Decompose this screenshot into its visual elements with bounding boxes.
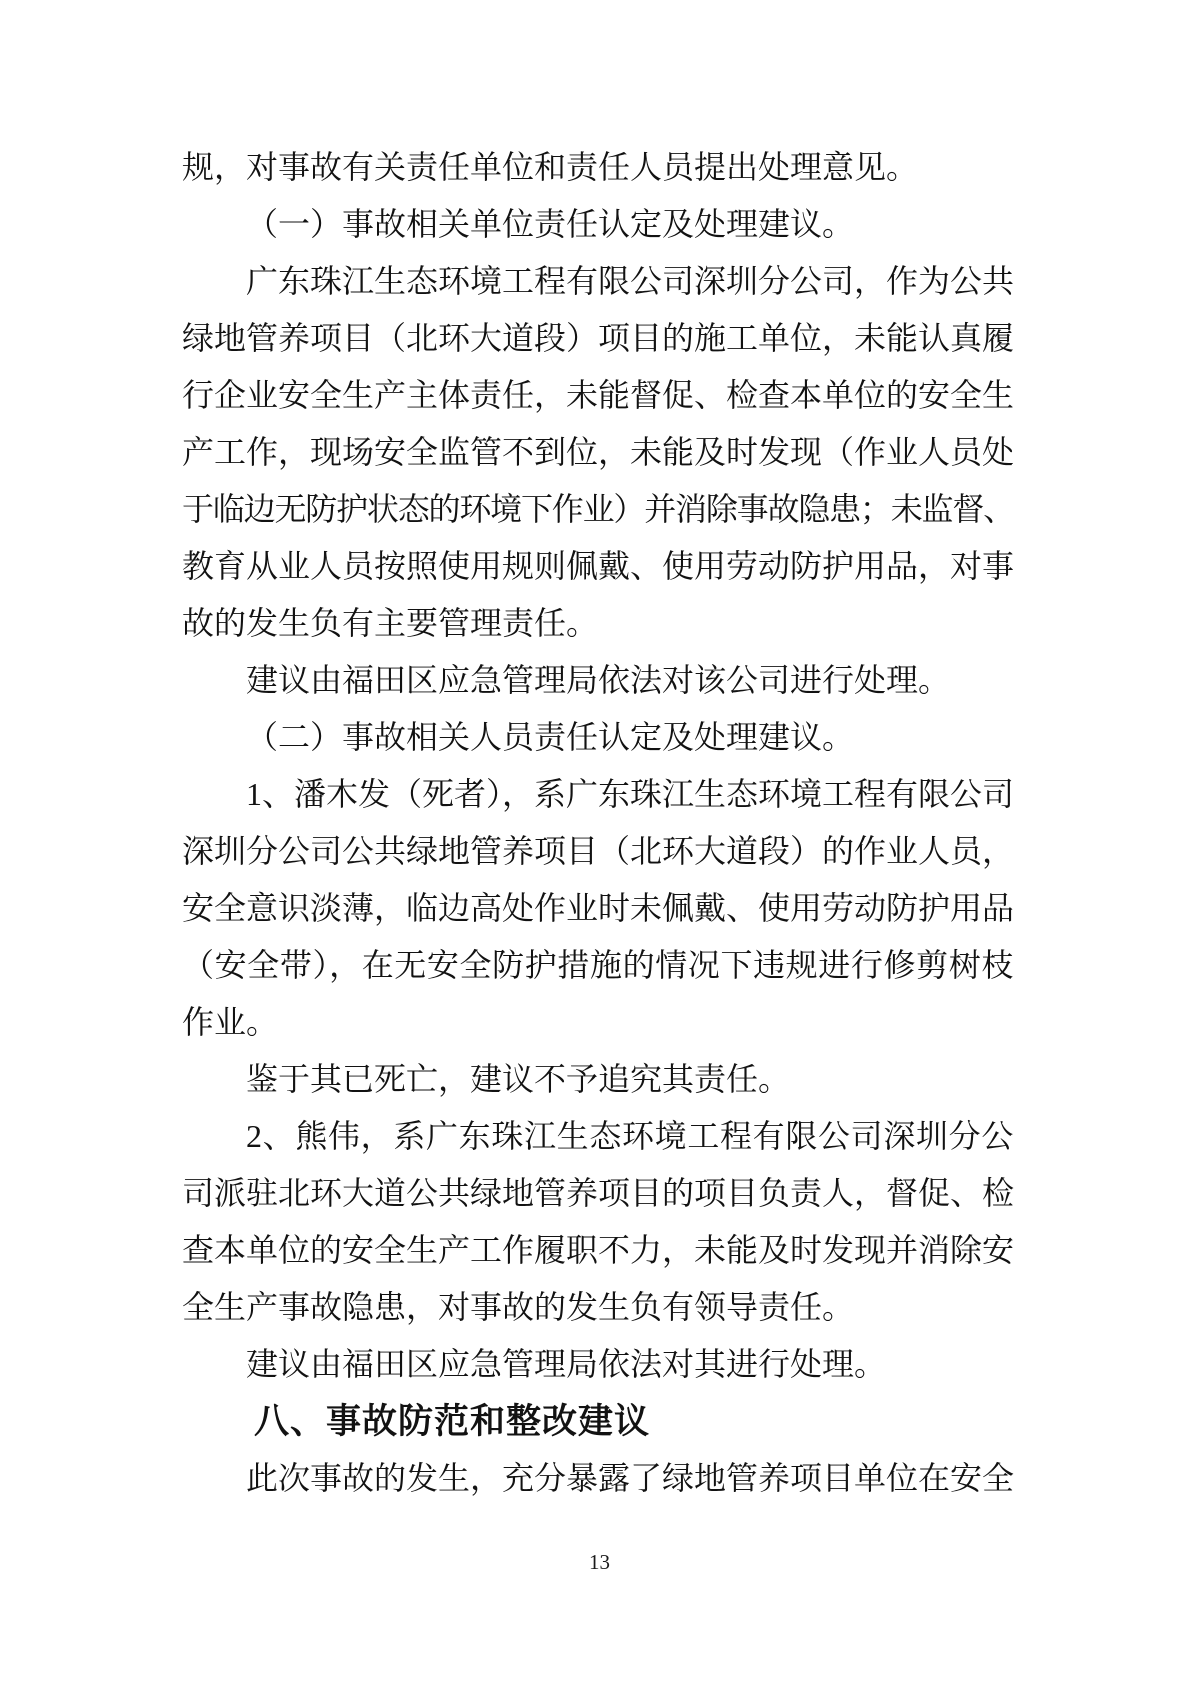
text-line <box>182 253 1014 310</box>
text-line <box>182 880 1014 937</box>
text-line <box>182 538 1014 595</box>
text-line <box>182 652 1014 709</box>
text-line <box>182 1336 1014 1393</box>
text-line <box>182 1450 1014 1507</box>
text-line <box>182 1165 1014 1222</box>
text-line <box>182 424 1014 481</box>
text-line <box>182 994 1014 1051</box>
text-line <box>182 823 1014 880</box>
text-line-content: 2、熊伟，系广东珠江生态环境工程有限公司深圳分公 <box>246 1118 1014 1154</box>
text-line <box>182 1051 1014 1108</box>
text-line-content: 建议由福田区应急管理局依法对该公司进行处理。 <box>246 662 951 698</box>
text-line-content: 建议由福田区应急管理局依法对其进行处理。 <box>246 1346 887 1382</box>
text-line-content: 安全意识淡薄，临边高处作业时未佩戴、使用劳动防护用品 <box>182 890 1014 926</box>
text-line-content: 此次事故的发生，充分暴露了绿地管养项目单位在安全 <box>246 1460 1014 1496</box>
text-line <box>182 595 1014 652</box>
text-line <box>182 139 1014 196</box>
text-line <box>182 196 1014 253</box>
text-line <box>182 709 1014 766</box>
text-line <box>182 481 1014 538</box>
text-line-content: 1、潘木发（死者），系广东珠江生态环境工程有限公司 <box>246 776 1014 812</box>
text-line <box>182 1222 1014 1279</box>
section-heading <box>182 1393 1014 1450</box>
text-line <box>182 1108 1014 1165</box>
text-line-content: 八、事故防范和整改建议 <box>254 1402 651 1441</box>
text-line-content: 产工作，现场安全监管不到位，未能及时发现（作业人员处 <box>182 434 1014 470</box>
text-line-content: 鉴于其已死亡，建议不予追究其责任。 <box>246 1061 791 1097</box>
text-line-content: 规，对事故有关责任单位和责任人员提出处理意见。 <box>182 149 919 185</box>
text-line <box>182 310 1014 367</box>
text-line-content: 故的发生负有主要管理责任。 <box>182 605 599 641</box>
document-body <box>182 139 1014 1507</box>
text-line <box>182 937 1014 994</box>
text-line-content: 教育从业人员按照使用规则佩戴、使用劳动防护用品，对事 <box>182 548 1014 584</box>
text-line <box>182 766 1014 823</box>
text-line-content: 作业。 <box>182 1004 279 1040</box>
text-line-content: 行企业安全生产主体责任，未能督促、检查本单位的安全生 <box>182 377 1014 413</box>
text-line-content: （安全带），在无安全防护措施的情况下违规进行修剪树枝 <box>182 947 1014 983</box>
text-line <box>182 367 1014 424</box>
text-line-content: 绿地管养项目（北环大道段）项目的施工单位，未能认真履 <box>182 320 1014 356</box>
text-line-content: 广东珠江生态环境工程有限公司深圳分公司，作为公共 <box>246 263 1014 299</box>
text-line-content: （一）事故相关单位责任认定及处理建议。 <box>246 206 855 242</box>
text-line-content: 查本单位的安全生产工作履职不力，未能及时发现并消除安 <box>182 1232 1014 1268</box>
text-line-content: 全生产事故隐患，对事故的发生负有领导责任。 <box>182 1289 855 1325</box>
page-number: 13 <box>589 1550 610 1574</box>
text-line-content: 于临边无防护状态的环境下作业）并消除事故隐患；未监督、 <box>182 491 1014 527</box>
text-line-content: 司派驻北环大道公共绿地管养项目的项目负责人，督促、检 <box>182 1175 1014 1211</box>
text-line-content: 深圳分公司公共绿地管养项目（北环大道段）的作业人员， <box>182 833 1014 869</box>
text-line <box>182 1279 1014 1336</box>
text-line-content: （二）事故相关人员责任认定及处理建议。 <box>246 719 855 755</box>
